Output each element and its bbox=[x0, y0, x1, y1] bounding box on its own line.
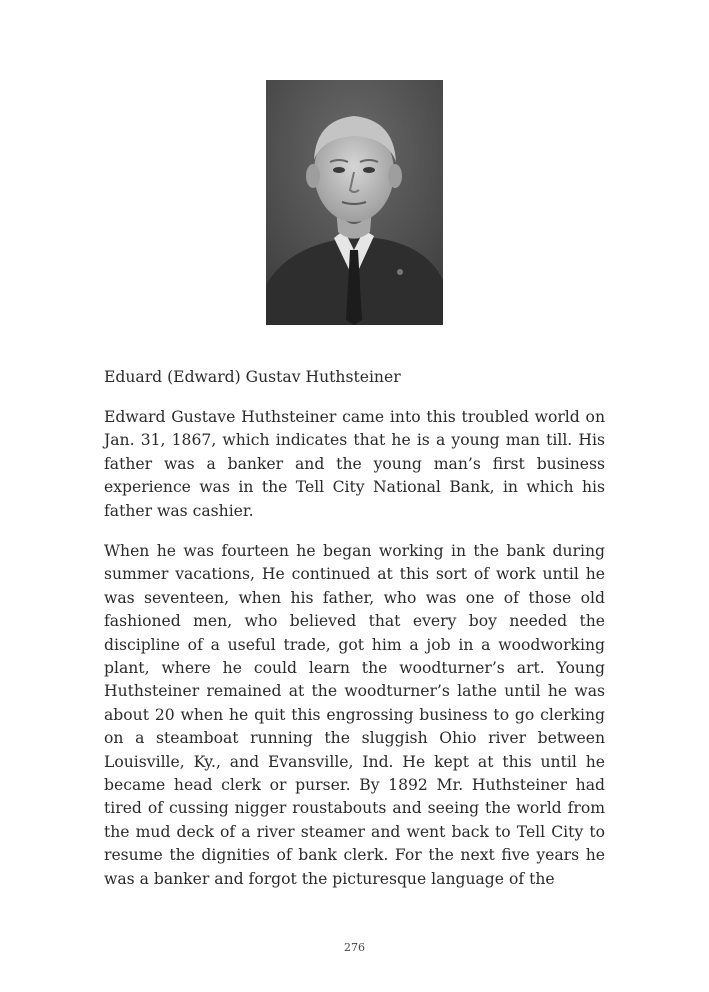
body-paragraph-2: When he was fourteen he began working in the bank during summer vacations, He continued at this sort of work until he was seventeen, when his father, who was one of those old fashioned men, who believed that every boy needed the discipline of a useful trade, got him a job in a woodworking plant, where he could learn the woodturner’s art. Young Huthsteiner remained at the woodturner’s lathe until he was about 20 when he quit this engrossing business to go clerking on a steamboat running the sluggish Ohio river between Louisville, Ky., and Evansville, Ind. He kept at this until he became head clerk or purser. By 1892 Mr. Huthsteiner had tired of cussing nigger roustabouts and seeing the world from the mud deck of a river steamer and went back to Tell City to resume the dignities of bank clerk. For the next five years he was a banker and forgot the picturesque language of the bbox=[104, 542, 605, 888]
page-number: 276 bbox=[344, 941, 365, 954]
portrait-photo bbox=[266, 80, 443, 325]
body-paragraph-1: Edward Gustave Huthsteiner came into this troubled world on Jan. 31, 1867, which indicates that he is a young man till. His father was a banker and the young man’s first business experience was in the Tell City National Bank, in which his father was cashier. bbox=[104, 408, 605, 520]
photo-caption: Eduard (Edward) Gustav Huthsteiner bbox=[104, 368, 401, 386]
